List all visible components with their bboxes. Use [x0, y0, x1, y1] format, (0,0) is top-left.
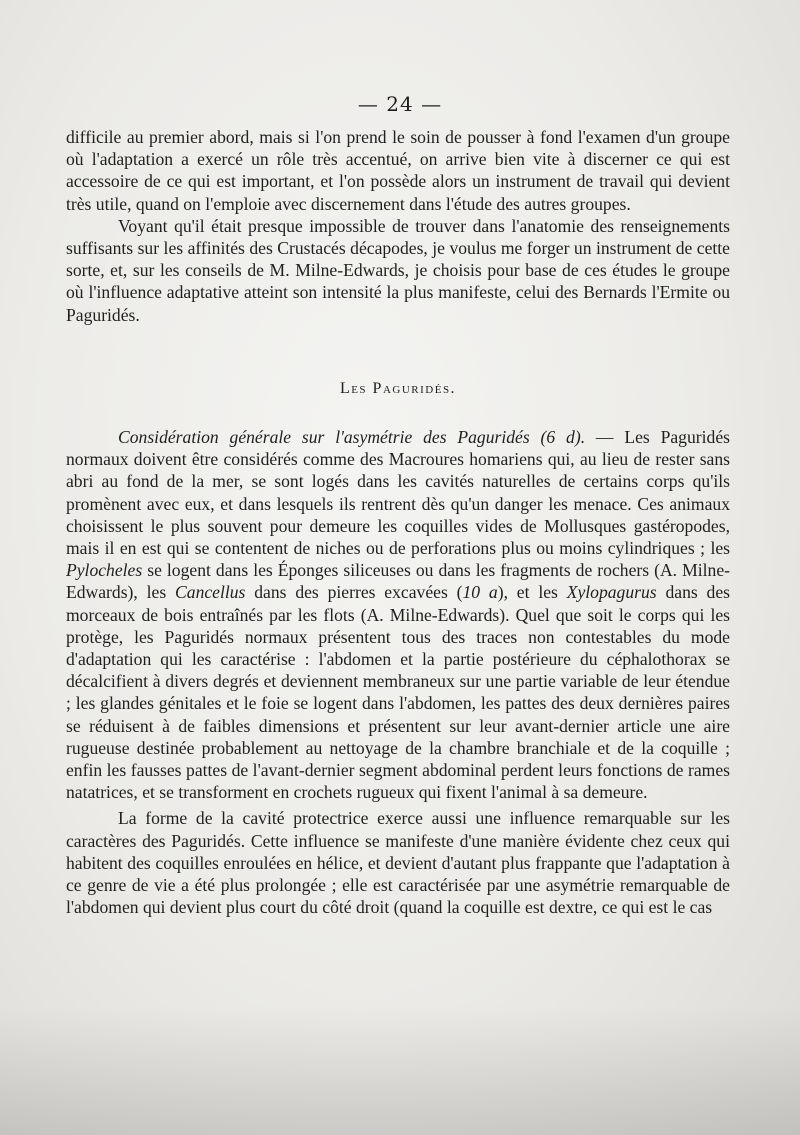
- paragraph-3-text-1: — Les Paguridés normaux doivent être considérés comme des Macroures homariens qui, au lieu de rester sans abri au fond de la mer, se sont logés dans les cavités naturelles de certains corps qu'ils promènent avec eux, et dans lesquels ils rentrent dès qu'un danger les menace. Ces animaux choisissent le plus souvent pour demeure les coquilles vides de Mollusques gastéropodes, mais il en est qui se contentent de niches ou de perforations plus ou moins cylindriques ; les: [66, 427, 730, 559]
- body-text: [66, 126, 730, 919]
- genus-pylocheles: Pylocheles: [66, 560, 143, 581]
- paragraph-3-text-2: se logent dans les Éponges siliceuses ou dans les fragments de rochers (A. Milne-Edwards), les: [66, 560, 730, 603]
- paragraph-4: La forme de la cavité protectrice exerce aussi une influence remarquable sur les caractères des Paguridés. Cette influence se manifeste d'une manière évidente chez ceux qui habitent des coquilles enroulées en hélice, et devient d'autant plus frappante que l'adaptation à ce genre de vie a été plus prolongée ; elle est caractérisée par une asymétrie remarquable de l'abdomen qui devient plus court du côté droit (quand la coquille est dextre, ce qui est le cas: [66, 808, 730, 918]
- genus-cancellus: Cancellus: [175, 582, 246, 603]
- paragraph-3: [66, 426, 730, 803]
- section-heading: Les Paguridés.: [339, 379, 457, 397]
- paragraph-3-text-5: dans des morceaux de bois entraînés par les flots (A. Milne-Edwards). Quel que soit le corps qui les protège, les Paguridés normaux présentent tous des traces non contestables du mode d'adaptation qui les caractérise : l'abdomen et la partie postérieure du céphalothorax se décalcifient à divers degrés et deviennent membraneux sur une partie variable de leur étendue ; les glandes génitales et le foie se logent dans l'abdomen, les pattes des deux dernières paires se réduisent à de faibles dimensions et présentent sur leur avant-dernier article une aire rugueuse destinée probablement au nettoyage de la chambre branchiale et de la coquille ; enfin les fausses pattes de l'avant-dernier segment abdominal perdent leurs fonctions de rames natatrices, et se transforment en crochets rugueux qui fixent l'animal à sa demeure.: [66, 582, 731, 803]
- paragraph-1: difficile au premier abord, mais si l'on prend le soin de pousser à fond l'examen d'un groupe où l'adaptation a exercé un rôle très accentué, on arrive bien vite à discerner ce qui est accessoire de ce qui est important, et l'on possède alors un instrument de travail qui devient très utile, quand on l'emploie avec discernement dans l'étude des autres groupes.: [66, 127, 730, 214]
- figure-reference: 10 a: [462, 582, 498, 603]
- paragraph-3-text-4: ), et les: [497, 582, 567, 603]
- paragraph-3-title: Considération générale sur l'asymétrie des Paguridés (6 d).: [118, 427, 586, 448]
- paragraph-2: Voyant qu'il était presque impossible de trouver dans l'anatomie des renseignements suffisants sur les affinités des Crustacés décapodes, je voulus me forger un instrument de cette sorte, et, sur les conseils de M. Milne-Edwards, je choisis pour base de ces études le groupe où l'influence adaptative atteint son intensité la plus manifeste, celui des Bernards l'Ermite ou Paguridés.: [66, 215, 730, 325]
- genus-xylopagurus: Xylopagurus: [566, 582, 657, 603]
- paragraph-3-text-3: dans des pierres excavées (: [245, 582, 463, 603]
- page-number: — 24 —: [357, 92, 443, 116]
